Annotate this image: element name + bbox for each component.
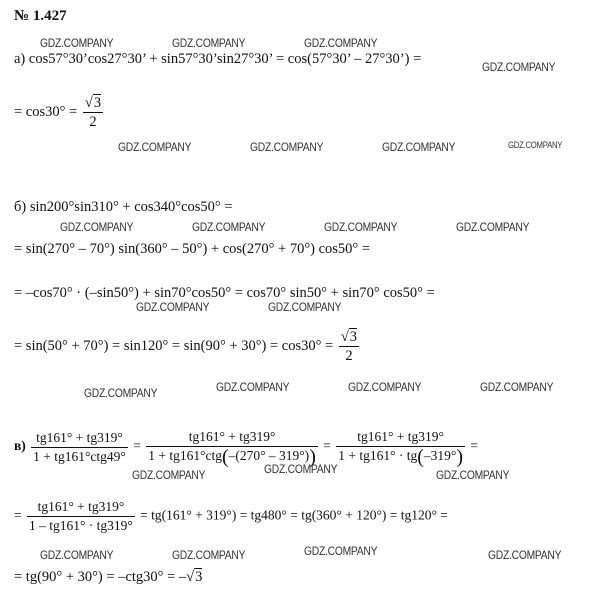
watermark: GDZ.COMPANY [304,544,378,558]
watermark: GDZ.COMPANY [480,380,554,394]
watermark: GDZ.COMPANY [60,220,134,234]
watermark: GDZ.COMPANY [250,140,324,154]
part-b-fraction: $\frac{√3}{2}$ [340,329,358,364]
watermark: GDZ.COMPANY [508,140,563,150]
part-b-line3: = –cos70° · (–sin50°) + sin70°cos50° = cos70° sin50° + sin70° cos50° = [14,285,435,301]
watermark: GDZ.COMPANY [192,220,266,234]
watermark: GDZ.COMPANY [136,300,210,314]
watermark: GDZ.COMPANY [324,220,398,234]
watermark: GDZ.COMPANY [348,380,422,394]
watermark: GDZ.COMPANY [40,548,114,562]
part-c-fraction-3: $\frac{tg161^\circ + tg319^\circ}{1 + tg161^\circ \cdot tg(-319^\circ)}$ [338,429,463,468]
watermark: GDZ.COMPANY [40,36,114,50]
part-b-line2: = sin(270° – 70°) sin(360° – 50°) + cos(270° + 70°) cos50° = [14,241,371,257]
part-c-line2: = $\frac{tg161^\circ + tg319^\circ}{1 - tg161^\circ \cdot tg319^\circ}$ = tg(161° + 319°) = tg480° = tg(360° + 120°) = tg120° = [14,499,448,533]
watermark: GDZ.COMPANY [216,380,290,394]
part-c-fraction-4: $\frac{tg161^\circ + tg319^\circ}{1 - tg161^\circ \cdot tg319^\circ}$ [29,499,133,533]
watermark: GDZ.COMPANY [488,548,562,562]
watermark: GDZ.COMPANY [456,220,530,234]
watermark: GDZ.COMPANY [132,468,206,482]
problem-number: № 1.427 [14,8,67,24]
part-c-fraction-2: $\frac{tg161^\circ + tg319^\circ}{\text{1 + tg161°ctg(–(270° – 319°))}}$ [148,429,316,468]
watermark: GDZ.COMPANY [382,140,456,154]
watermark: GDZ.COMPANY [84,386,158,400]
watermark: GDZ.COMPANY [268,300,342,314]
watermark: GDZ.COMPANY [436,468,510,482]
watermark: GDZ.COMPANY [118,140,192,154]
part-c-fraction-1: $\frac{tg161^\circ + tg319^\circ}{\text{1 + tg161°ctg49°}}$ [33,429,126,464]
part-b-line4: = sin(50° + 70°) = sin120° = sin(90° + 30°) = cos30° = $\frac{√3}{2}$ [14,329,358,364]
part-c-line1: в) $\frac{tg161^\circ + tg319^\circ}{\text{1 + tg161°ctg49°}}$ = $\frac{tg161^\circ + tg319^\circ}{\text{1 + tg161°ctg(–(270° – 319°))}}$ = $\frac{tg161^\circ + tg319^\circ}{1 + tg161^\circ \cdot tg(-319^\circ)}$ = [14,429,478,468]
watermark: GDZ.COMPANY [482,60,556,74]
part-a-line2: = cos30° = $\frac{√3}{2}$ [14,95,102,130]
part-a-fraction: $\frac{√3}{2}$ [84,95,102,130]
part-a-line1: а) cos57°30’cos27°30’ + sin57°30’sin27°30’ = cos(57°30’ – 27°30’) = [14,51,422,67]
watermark: GDZ.COMPANY [172,548,246,562]
watermark: GDZ.COMPANY [304,36,378,50]
watermark: GDZ.COMPANY [172,36,246,50]
watermark: GDZ.COMPANY [264,462,338,476]
part-c-line3: = tg(90° + 30°) = –ctg30° = –√3 [14,569,203,585]
part-b-line1: б) sin200°sin310° + cos340°cos50° = [14,199,233,215]
